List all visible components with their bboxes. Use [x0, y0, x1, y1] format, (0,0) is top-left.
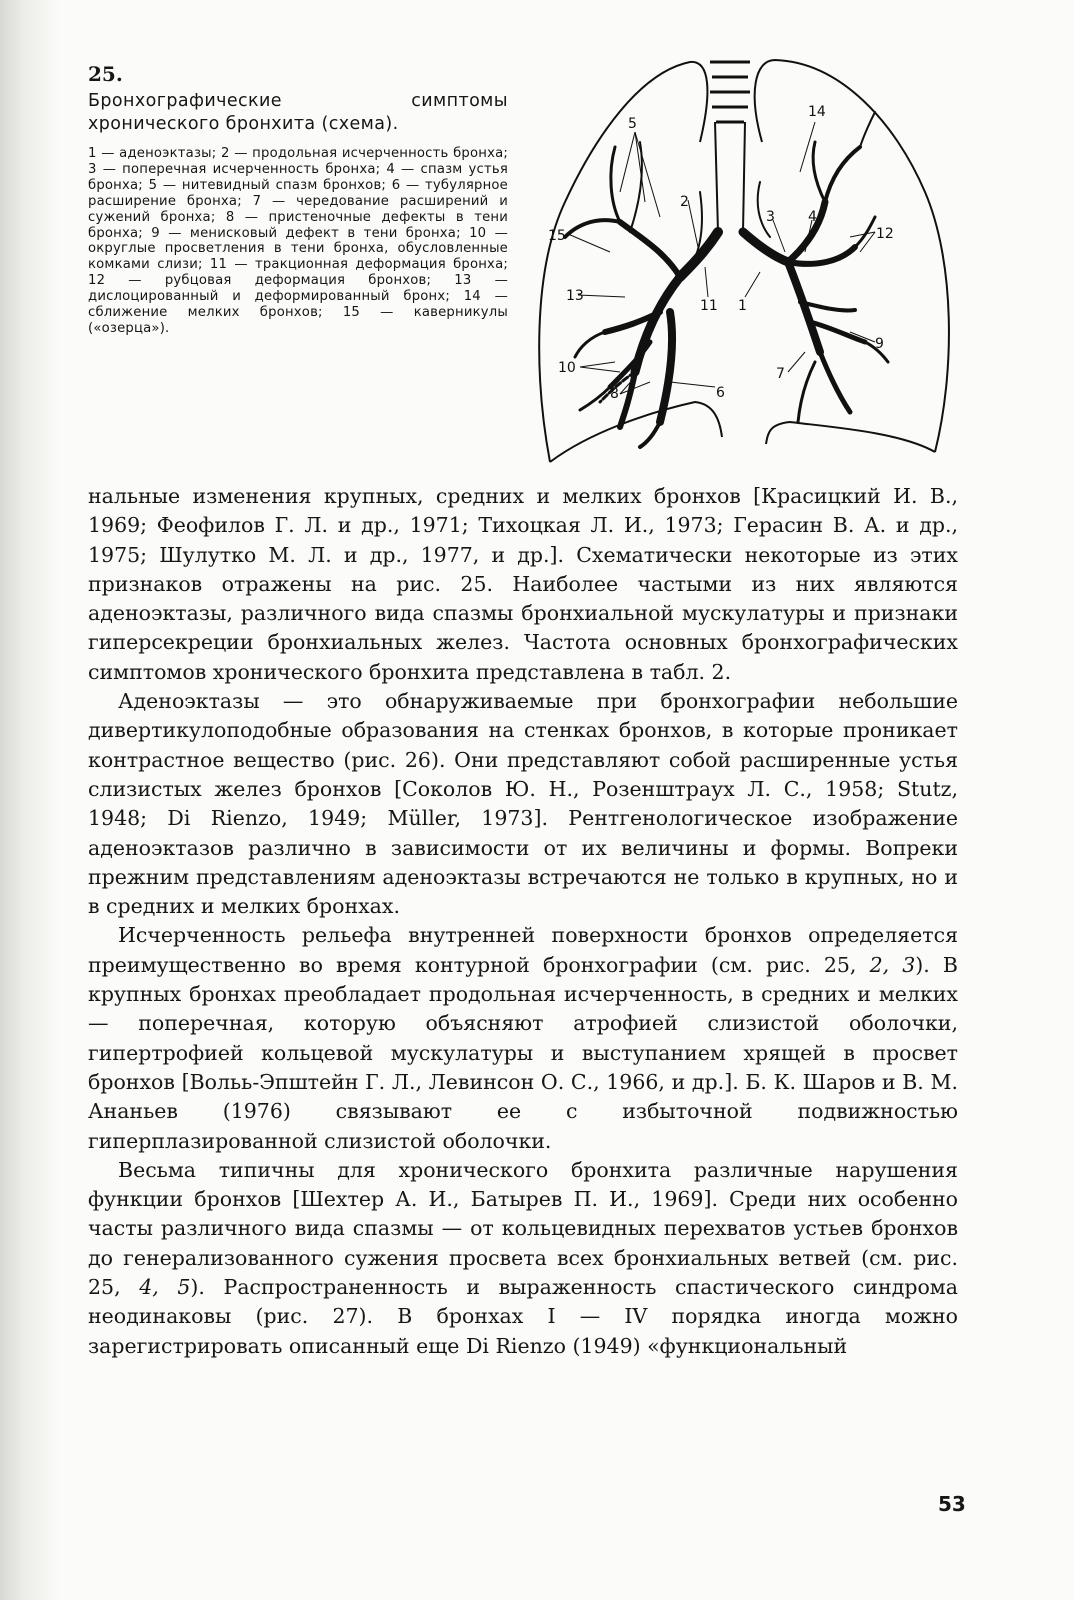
label-13: 13 [566, 288, 584, 304]
paragraph-2: Аденоэктазы — это обнаруживаемые при бронхографии небольшие дивертикулоподобные образования на стенках бронхов, в которые проникает контрастное вещество (рис. 26). Они представляют собой расширенные устья слизистых желез бронхов [Соколов Ю. Н., Розенштраух Л. С., 1958; Stutz, 1948; Di Rienzo, 1949; Müller, 1973]. Рентгенологическое изображение аденоэктазов различно в зависимости от их величины и формы. Вопреки прежним представлениям аденоэктазы встречаются не только в крупных, но и в средних и мелких бронхах. [88, 689, 958, 919]
label-15: 15 [548, 228, 566, 244]
label-8: 8 [610, 386, 619, 402]
right-main-bronchus [680, 232, 718, 277]
left-main-bronchus [743, 232, 788, 262]
figure-title: Бронхографические симптомы хронического бронхита (схема). [88, 91, 508, 134]
label-12: 12 [876, 226, 894, 242]
label-6: 6 [716, 385, 725, 401]
label-11: 11 [700, 298, 718, 314]
label-10: 10 [558, 360, 576, 376]
page-number: 53 [938, 1492, 966, 1516]
label-14: 14 [808, 104, 826, 120]
right-lung-base [550, 402, 722, 462]
paragraph-4-text-b: ). Распространенность и выраженность спастического синдрома неодинаковы (рис. 27). В бронхах I — IV порядка иногда можно зарегистрировать описанный еще Di Rienzo (1949) «функциональный [88, 1275, 958, 1358]
paragraph-3 [88, 921, 958, 1155]
paragraph-4-text-a: Весьма типичны для хронического бронхита различные нарушения функции бронхов [Шехтер А. И., Батырев П. И., 1969]. Среди них особенно часты различного вида спазмы — от кольцевидных перехватов устьев бронхов до генерализованного сужения просвета всех бронхиальных ветвей (см. рис. 25, [88, 1157, 958, 1300]
left-lung-base [766, 422, 935, 452]
label-5: 5 [628, 116, 637, 132]
figure-caption [88, 62, 508, 337]
spine [710, 62, 750, 122]
paragraph-3-figure-ref: 2, 3 [869, 952, 916, 977]
label-7: 7 [776, 366, 785, 382]
paragraph-4-figure-ref: 4, 5 [139, 1275, 191, 1300]
trachea [715, 122, 745, 232]
label-2: 2 [680, 194, 689, 210]
label-3: 3 [766, 209, 775, 225]
label-1: 1 [738, 298, 747, 314]
label-9: 9 [875, 336, 884, 352]
page-edge-shadow [0, 0, 60, 1600]
paragraph-3-text-b: ). В крупных бронхах преобладает продольная исчерченность, в средних и мелких — поперечная, которую объясняют атрофией слизистой оболочки, гипертрофией кольцевой мускулатуры и выступанием хрящей в просвет бронхов [Вольь-Эпштейн Г. Л., Левинсон О. С., 1966, и др.]. Б. К. Шаров и В. М. Ананьев (1976) связывают ее с избыточной подвижностью гиперплазированной слизистой оболочки. [88, 952, 958, 1153]
figure-number: 25. [88, 62, 123, 86]
figure-legend: 1 — аденоэктазы; 2 — продольная исчерченность бронха; 3 — поперечная исчерченность бронха; 4 — спазм устья бронха; 5 — нитевидный спазм бронхов; 6 — тубулярное расширение бронха; 7 — чередование расширений и сужений бронха; 8 — пристеночные дефекты в тени бронха; 9 — менисковый дефект в тени бронха; 10 — округлые просветления в тени бронха, обусловленные комками слизи; 11 — тракционная деформация бронха; 12 — рубцовая деформация бронхов; 13 — дислоцированный и деформированный бронх; 14 — сближение мелких бронхов; 15 — каверникулы («озерца»). [88, 146, 508, 336]
paragraph-1: нальные изменения крупных, средних и мелких бронхов [Красицкий И. В., 1969; Феофилов Г. Л. и др., 1971; Тихоцкая Л. И., 1973; Герасин В. А. и др., 1975; Шулутко М. Л. и др., 1977, и др.]. Схематически некоторые из этих признаков отражены на рис. 25. Наиболее частыми из них являются аденоэктазы, различного вида спазмы бронхиальной мускулатуры и признаки гиперсекреции бронхиальных желез. Частота основных бронхографических симптомов хронического бронхита представлена в табл. 2. [88, 484, 958, 684]
body-text [88, 482, 958, 1361]
right-lung-outline [539, 62, 707, 462]
label-4: 4 [808, 209, 817, 225]
paragraph-4 [88, 1156, 958, 1361]
paragraph-3-text-a: Исчерченность рельефа внутренней поверхности бронхов определяется преимущественно во время контурной бронхографии (см. рис. 25, [88, 923, 958, 977]
bronchography-diagram [530, 52, 960, 472]
